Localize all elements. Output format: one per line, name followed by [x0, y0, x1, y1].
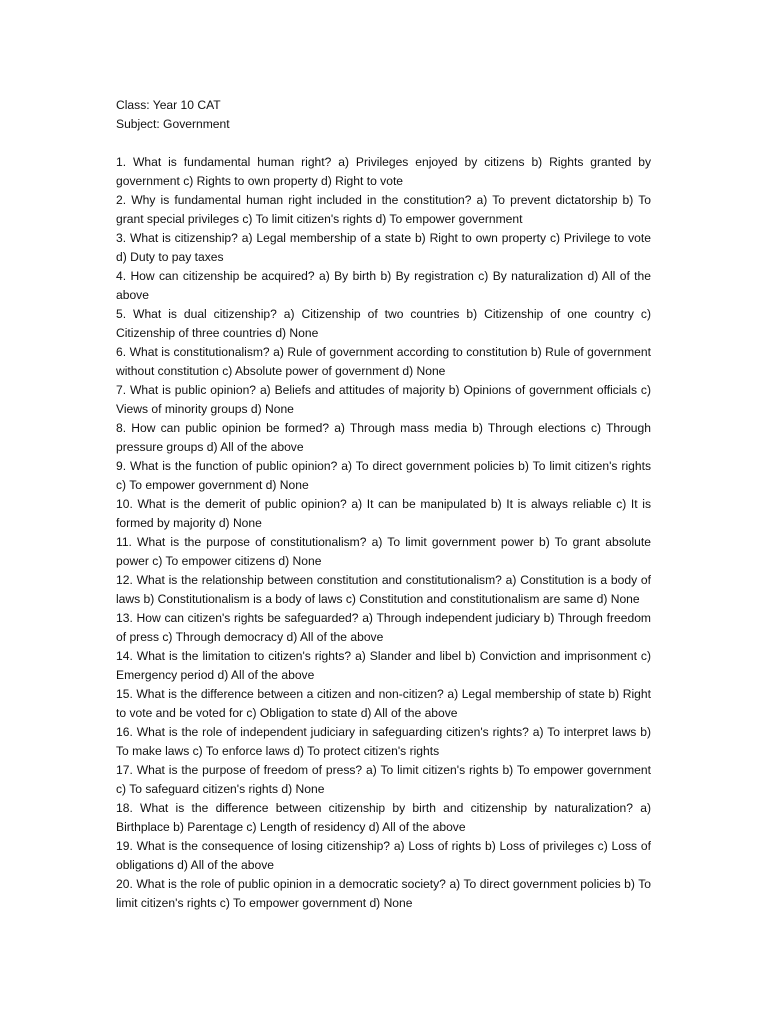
question-18: 18. What is the difference between citizenship by birth and citizenship by naturalization? a) Birthplace b) Parentage c) Length of residency d) All of the above	[116, 801, 651, 834]
document-page	[116, 96, 651, 913]
question-11: 11. What is the purpose of constitutionalism? a) To limit government power b) To grant absolute power c) To empower citizens d) None	[116, 535, 651, 568]
question-3: 3. What is citizenship? a) Legal membership of a state b) Right to own property c) Privilege to vote d) Duty to pay taxes	[116, 231, 651, 264]
question-list	[116, 153, 651, 913]
question-8: 8. How can public opinion be formed? a) Through mass media b) Through elections c) Through pressure groups d) All of the above	[116, 421, 651, 454]
question-6: 6. What is constitutionalism? a) Rule of government according to constitution b) Rule of government without constitution c) Absolute power of government d) None	[116, 345, 651, 378]
question-4: 4. How can citizenship be acquired? a) By birth b) By registration c) By naturalization d) All of the above	[116, 269, 651, 302]
question-17: 17. What is the purpose of freedom of press? a) To limit citizen's rights b) To empower government c) To safeguard citizen's rights d) None	[116, 763, 651, 796]
question-16: 16. What is the role of independent judiciary in safeguarding citizen's rights? a) To interpret laws b) To make laws c) To enforce laws d) To protect citizen's rights	[116, 725, 651, 758]
question-2: 2. Why is fundamental human right included in the constitution? a) To prevent dictatorship b) To grant special privileges c) To limit citizen's rights d) To empower government	[116, 193, 651, 226]
question-15: 15. What is the difference between a citizen and non-citizen? a) Legal membership of state b) Right to vote and be voted for c) Obligation to state d) All of the above	[116, 687, 651, 720]
blank-line	[116, 134, 651, 153]
question-12: 12. What is the relationship between constitution and constitutionalism? a) Constitution is a body of laws b) Constitutionalism is a body of laws c) Constitution and constitutionalism are same d) None	[116, 573, 651, 606]
question-19: 19. What is the consequence of losing citizenship? a) Loss of rights b) Loss of privileges c) Loss of obligations d) All of the above	[116, 839, 651, 872]
question-9: 9. What is the function of public opinion? a) To direct government policies b) To limit citizen's rights c) To empower government d) None	[116, 459, 651, 492]
question-10: 10. What is the demerit of public opinion? a) It can be manipulated b) It is always reliable c) It is formed by majority d) None	[116, 497, 651, 530]
question-5: 5. What is dual citizenship? a) Citizenship of two countries b) Citizenship of one country c) Citizenship of three countries d) None	[116, 307, 651, 340]
question-14: 14. What is the limitation to citizen's rights? a) Slander and libel b) Conviction and imprisonment c) Emergency period d) All of the above	[116, 649, 651, 682]
class-line: Class: Year 10 CAT	[116, 98, 221, 112]
question-1: 1. What is fundamental human right? a) Privileges enjoyed by citizens b) Rights granted by government c) Rights to own property d) Right to vote	[116, 155, 651, 188]
question-20: 20. What is the role of public opinion in a democratic society? a) To direct government policies b) To limit citizen's rights c) To empower government d) None	[116, 877, 651, 910]
question-13: 13. How can citizen's rights be safeguarded? a) Through independent judiciary b) Through freedom of press c) Through democracy d) All of the above	[116, 611, 651, 644]
subject-line: Subject: Government	[116, 117, 230, 131]
question-7: 7. What is public opinion? a) Beliefs and attitudes of majority b) Opinions of government officials c) Views of minority groups d) None	[116, 383, 651, 416]
